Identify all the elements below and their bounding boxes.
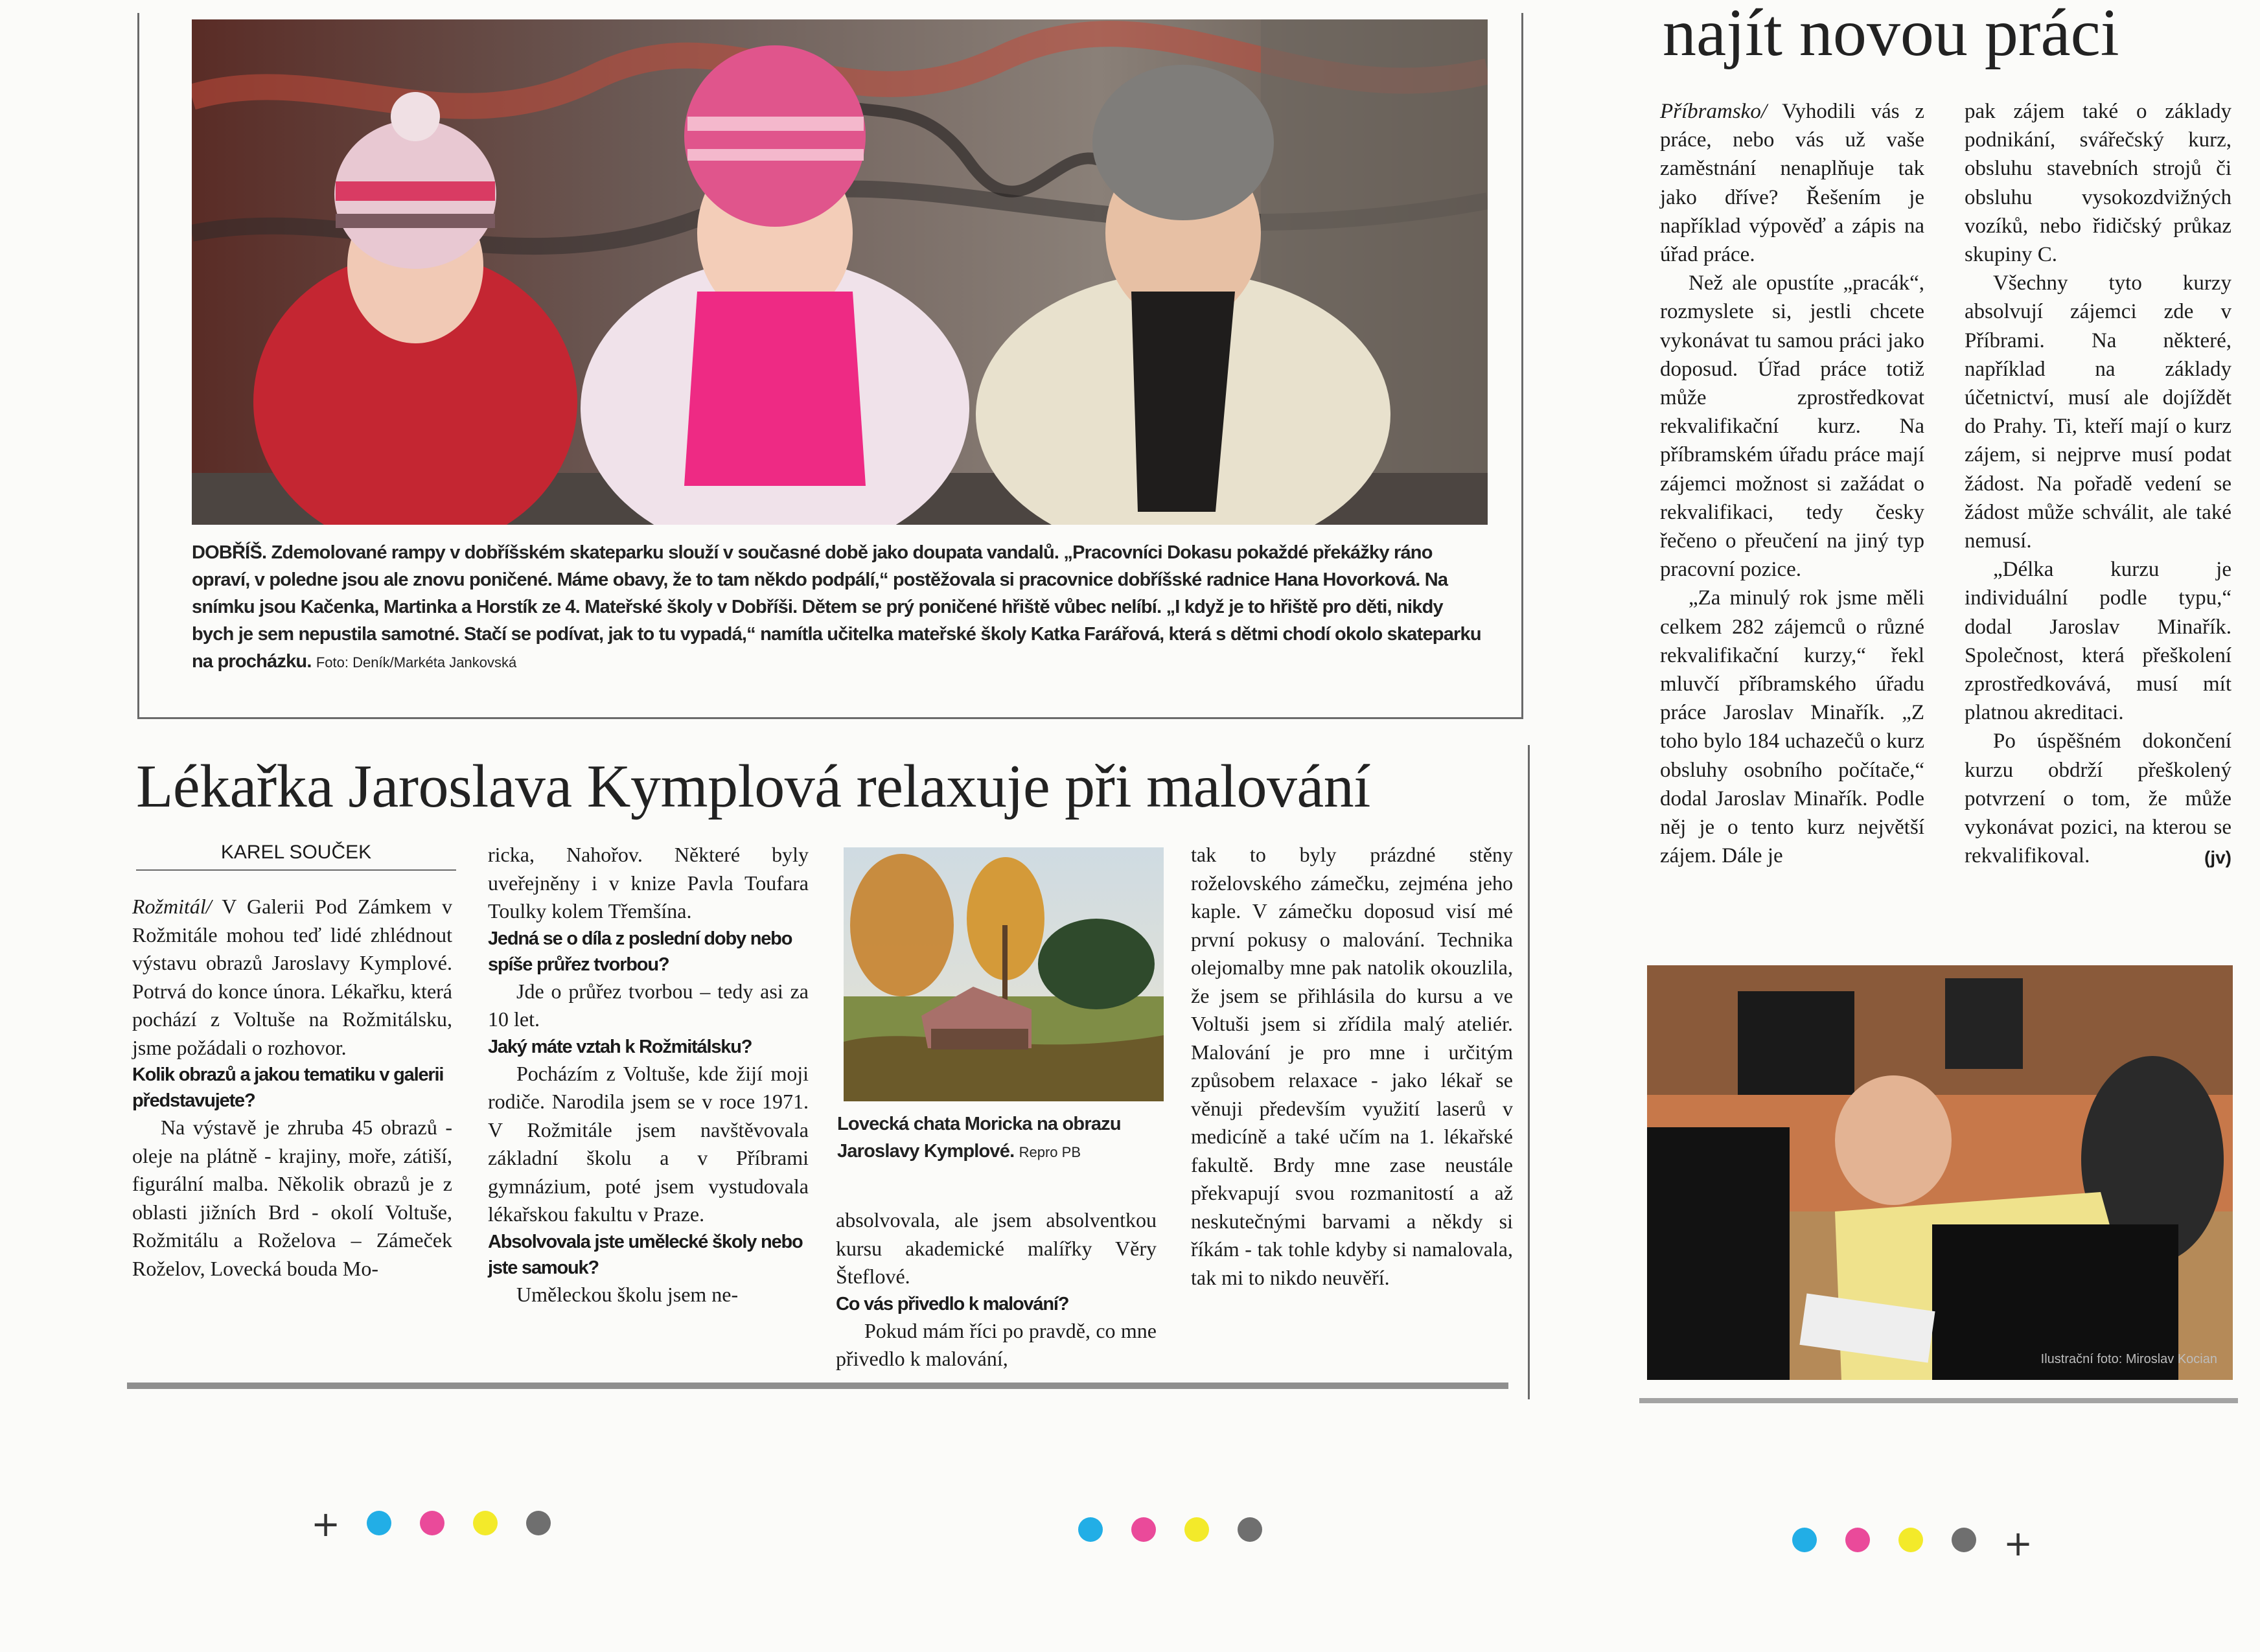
yellow-registration-dot-center [1184,1517,1209,1542]
caption-lead: DOBŘÍŠ. [192,542,267,563]
right-dateline: Příbramsko/ [1660,100,1767,123]
answer-1-cont: ricka, Nahořov. Některé byly uveřejněny i v knize Pavla Toufara Toulky kolem Třemšína. [488,843,809,923]
right-headline: najít novou práci [1663,0,2119,70]
answer-2: Jde o průřez tvorbou – tedy asi za 10 let. [488,979,809,1031]
right-author: (jv) [2204,847,2231,868]
frame-right-rule [1521,13,1523,719]
right-col-1 [1660,97,1924,870]
right-col2-p2: Všechny tyto kurzy absolvují zájemci zde v Příbrami. Na některé, například na základy účetnictví, musí ale dojíždět do Prahy. Ti, kteří mají o kurz zájem, si nejprve musí podat žádost. Na pořadě vedení se žádost může schválit, ale také nemusí. [1965,271,2231,553]
registration-cross-left: + [311,1504,341,1544]
children-photo [192,19,1488,525]
main-right-rule [1528,745,1530,1399]
magenta-registration-dot-center [1131,1517,1156,1542]
main-col-4 [1191,841,1513,1292]
right-col2-p1: pak zájem také o základy podnikání, svářečský kurz, obsluhu stavebních strojů či obsluhu vysokozdvižných vozíků, nebo řidičský průkaz skupiny C. [1965,100,2231,267]
answer-4: Uměleckou školu jsem ne- [516,1282,739,1306]
question-1: Kolik obrazů a jakou tematiku v galerii představujete? [132,1064,444,1111]
computer-class-svg [1647,965,2233,1380]
frame-left-rule [137,13,139,719]
caption-text: Zdemolované rampy v dobříšském skateparku slouží v současné době jako doupata vandalů. „Pracovníci Dokasu pokaždé překážky ráno opraví, v poledne jsou ale znovu poničené. Máme obavy, že to tam někdo podpálí,“ postěžovala si pracovnice dobříšské radnice Hana Hovorková. Na snímku jsou Kačenka, Martinka a Horstík ze 4. Mateřské školy v Dobříši. Dětem se prý poničené hřiště vůbec nelíbí. „I když je to hřiště pro děti, nikdy bych je sem nepustila samotné. Stačí se podívat, jak to tu vypadá,“ namítla učitelka mateřské školy Katka Farářová, která s dětmi chodí okolo skateparku na procházku. [192,542,1481,672]
black-registration-dot [526,1511,551,1535]
yellow-registration-dot-right [1898,1528,1923,1552]
caption-credit: Foto: Deník/Markéta Jankovská [316,654,517,671]
photo-caption [192,539,1488,676]
painting-caption-block [837,1110,1174,1166]
frame-bottom-rule [137,717,1523,719]
cyan-registration-dot [367,1511,391,1535]
painting-credit: Repro PB [1019,1144,1081,1160]
children-photo-image [192,19,1488,525]
right-col2-p4: Po úspěšném dokončení kurzu obdrží přeškolený potvrzení o tom, že může vykonávat pozici, na kterou se rekvalifikoval. [1965,729,2231,868]
answer-5-cont: tak to byly prázdné stěny roželovského zámečku, zejména jeho kaple. V zámečku doposud visí mé první pokusy o malování. Technika olejomalby mne pak natolik okouzlila, že jsem se přihlásila do kursu a ve Voltuši jsem si zřídila malý ateliér. Malování je pro mne i určitým způsobem relaxace - jako lékař se věnuji především využití laserů v medicíně a také učím na 1. lékařské fakultě. Brdy mne zase neustále překvapují svou rozmanitostí a až neskutečnými barvami a někdy si říkám - tak tohle kdyby si namalovala, tak mi to nikdo neuvěří. [1191,843,1513,1289]
main-col-3 [836,1206,1157,1373]
byline-rule [136,869,456,871]
right-col1-p3: „Za minulý rok jsme měli celkem 282 zájemců o různé rekvalifikační kurzy,“ řekl mluvčí příbramského úřadu práce Jaroslav Minařík. „Z toho bylo 184 uchazečů o kurz obsluhy osobního počítače,“ dodal Jaroslav Minařík. Podle něj je o tento kurz největší zájem. Dále je [1660,586,1924,868]
magenta-registration-dot [420,1511,444,1535]
answer-1: Na výstavě je zhruba 45 obrazů - oleje na plátně - krajiny, moře, zátiší, figurální malba. Několik obrazů je z oblasti jižních Brd - okolí Voltuše, Rožmitálu a Roželova – Zámeček Roželov, Lovecká bouda Mo- [132,1116,452,1280]
computer-class-photo [1647,965,2233,1380]
main-headline: Lékařka Jaroslava Kymplová relaxuje při malování [136,753,1370,820]
answer-3: Pocházím z Voltuše, kde žijí moji rodiče. Narodila jsem se v roce 1971. V Rožmitále jsem navštěvovala základní školu a v Příbrami gymnázium, poté jsem vystudovala lékařskou fakultu v Praze. [488,1061,809,1226]
cyan-registration-dot-center [1078,1517,1103,1542]
cyan-registration-dot-right [1792,1528,1817,1552]
registration-cross-right: + [2003,1523,2033,1564]
black-registration-dot-right [1952,1528,1976,1552]
question-2: Jedná se o díla z poslední doby nebo spíše průřez tvorbou? [488,928,792,975]
lead-text: V Galerii Pod Zámkem v Rožmitále mohou teď lidé zhlédnout výstavu obrazů Jaroslavy Kymplové. Potrvá do konce února. Lékařku, která pochází z Voltuše na Rožmitálsku, jsme požádali o rozhovor. [132,895,452,1059]
right-col1-p2: Než ale opustíte „pracák“, rozmyslete si, jestli chcete vykonávat tu samou práci jako doposud. Úřad práce totiž může zprostředkovat rekvalifikační kurz. Na příbramském úřadu práce mají zájemci možnost si zažádat o rekvalifikaci, tedy česky řečeno o přeučení na jiný typ pracovní pozice. [1660,271,1924,582]
question-3: Jaký máte vztah k Rožmitálsku? [488,1036,752,1057]
black-registration-dot-center [1238,1517,1262,1542]
painting-caption: Lovecká chata Moricka na obrazu Jaroslavy Kymplové. [837,1114,1121,1162]
answer-5: Pokud mám říci po pravdě, co mne přivedlo k malování, [836,1318,1157,1370]
dateline: Rožmitál/ [132,895,212,918]
yellow-registration-dot [473,1511,498,1535]
answer-4-cont: absolvovala, ale jsem absolventkou kursu akademické malířky Věry Šteflové. [836,1208,1157,1288]
right-col-2 [1965,97,2231,867]
right-col2-p3: „Délka kurzu je individuální podle typu,“ dodal Jaroslav Minařík. Společnost, která přeškolení zprostředkovává, musí mít platnou akreditaci. [1965,558,2231,725]
photo-credit-right: Ilustrační foto: Miroslav Kocian [2040,1352,2217,1366]
byline: KAREL SOUČEK [220,842,372,863]
right-col1-p1: Vyhodili vás z práce, nebo vás už vaše zaměstnání nenaplňuje tak jako dříve? Řešením je například výpověď a zápis na úřad práce. [1660,100,1924,267]
painting-image [844,847,1164,1101]
main-col-2 [488,841,809,1309]
main-col-1 [132,893,452,1283]
question-5: Co vás přivedlo k malování? [836,1293,1069,1314]
painting-svg [844,847,1164,1101]
question-4: Absolvovala jste umělecké školy nebo jste samouk? [488,1231,803,1278]
right-bottom-rule [1639,1398,2238,1403]
magenta-registration-dot-right [1845,1528,1870,1552]
main-bottom-rule [127,1382,1508,1389]
